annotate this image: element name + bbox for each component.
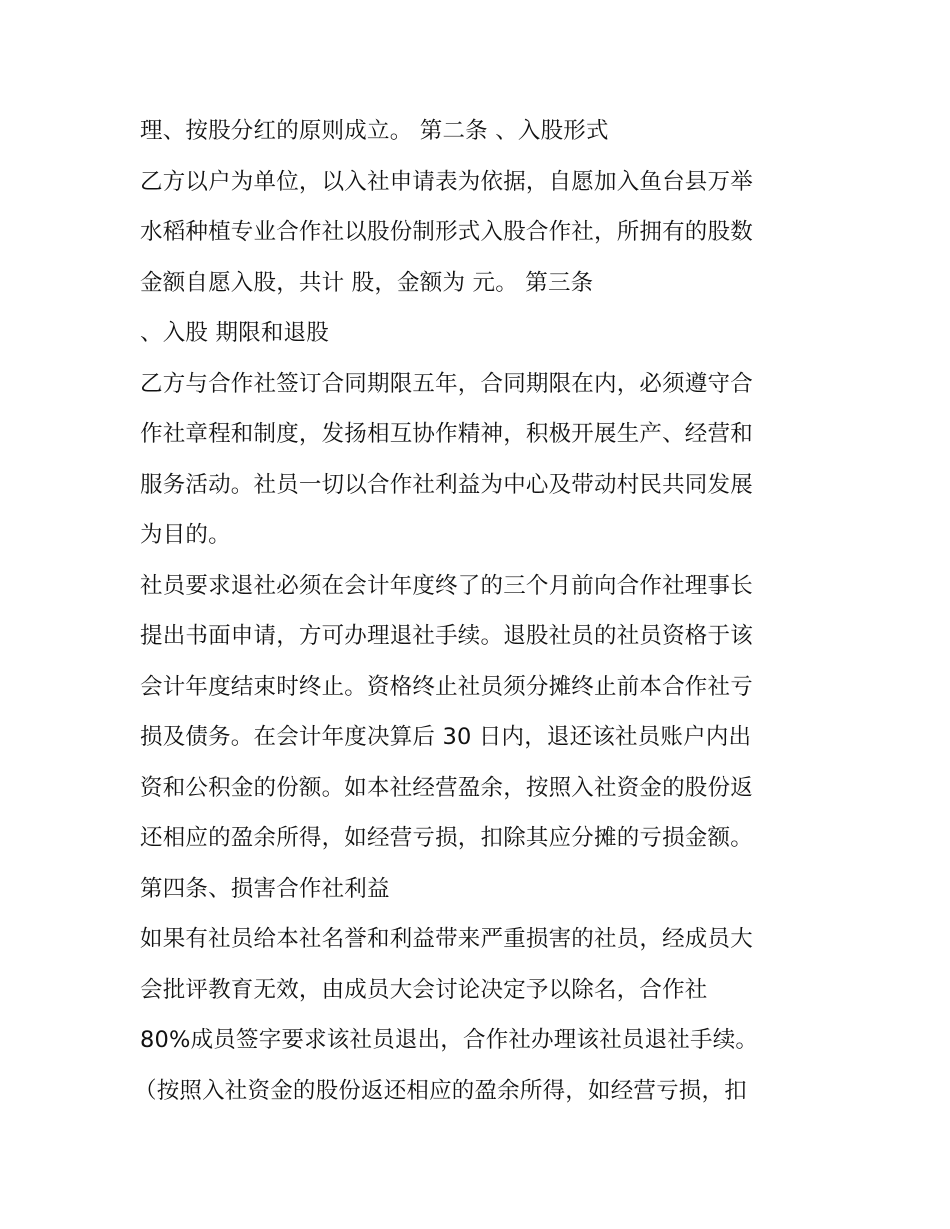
- text-line: 金额自愿入股，共计 股，金额为 元。 第三条: [140, 269, 594, 296]
- section-heading: 第四条、损害合作社利益: [140, 875, 390, 902]
- text-line: 还相应的盈余所得，如经营亏损，扣除其应分摊的亏损金额。: [140, 825, 753, 851]
- text-line: （按照入社资金的股份返还相应的盈余所得，如经营亏损，扣: [134, 1077, 747, 1104]
- text-line: 损及债务。在会计年度决算后 30 日内，退还该社员账户内出: [140, 724, 752, 750]
- text-line: 80%成员签字要求该社员退出，合作社办理该社员退社手续。: [140, 1027, 759, 1053]
- text-line: 提出书面申请，方可办理退社手续。退股社员的社员资格于该: [140, 623, 753, 649]
- text-line: 理、按股分红的原则成立。 第二条 、入股形式: [140, 118, 609, 144]
- text-line: 如果有社员给本社名誉和利益带来严重损害的社员，经成员大: [140, 926, 753, 952]
- text-line: 服务活动。社员一切以合作社利益为中心及带动村民共同发展: [140, 471, 753, 498]
- text-line: 、入股 期限和退股: [140, 320, 329, 346]
- text-line: 会计年度结束时终止。资格终止社员须分摊终止前本合作社亏: [140, 673, 753, 700]
- body-text: [134, 106, 820, 1116]
- text-line: 水稻种植专业合作社以股份制形式入股合作社，所拥有的股数: [140, 219, 753, 245]
- text-line: 资和公积金的份额。如本社经营盈余，按照入社资金的股份返: [140, 774, 753, 801]
- text-line: 作社章程和制度，发扬相互协作精神，积极开展生产、经营和: [140, 421, 753, 447]
- text-line: 会批评教育无效，由成员大会讨论决定予以除名，合作社: [140, 976, 708, 1003]
- text-line: 乙方与合作社签订合同期限五年，合同期限在内，必须遵守合: [140, 370, 753, 397]
- text-line: 为目的。: [140, 522, 231, 548]
- text-line: 社员要求退社必须在会计年度终了的三个月前向合作社理事长: [140, 572, 753, 599]
- text-line: 乙方以户为单位，以入社申请表为依据，自愿加入鱼台县万举: [140, 168, 753, 195]
